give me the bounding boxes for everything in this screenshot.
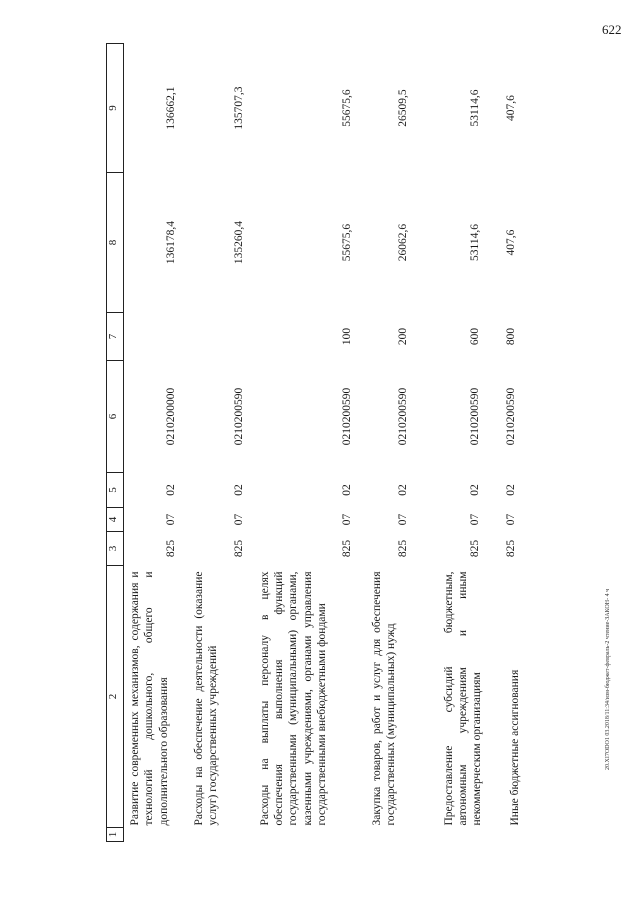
table-row <box>432 44 496 842</box>
row-description: Иные бюджетные ассигнования <box>508 669 521 826</box>
cell-amount-1: 26062,6 <box>396 223 409 262</box>
cell-amount-2: 135707,3 <box>232 86 245 130</box>
cell-amount-2: 136662,1 <box>165 86 177 130</box>
cell-target: 0210200590 <box>468 387 481 446</box>
header-cell-2: 2 <box>107 566 124 828</box>
cell-col1 <box>432 828 496 842</box>
row-description: Расходы на выплаты персоналу в целях обеспечения выполнения функций государственными (муниципальными) органами, казенными учреждениями, органами управления государственными внебюджетными фондами <box>258 571 328 826</box>
cell-target: 0210200000 <box>165 387 177 446</box>
cell-type: 200 <box>396 327 409 346</box>
table-row <box>124 44 182 842</box>
cell-type: 600 <box>468 327 481 346</box>
budget-table-rotated <box>106 44 528 842</box>
cell-subsection: 02 <box>165 484 177 496</box>
cell-col1 <box>360 828 432 842</box>
header-cell-1: 1 <box>107 828 124 842</box>
header-cell-3: 3 <box>107 532 124 566</box>
cell-target: 0210200590 <box>340 387 353 446</box>
table-row <box>360 44 432 842</box>
cell-ministry: 825 <box>232 539 245 558</box>
cell-subsection: 02 <box>468 484 481 496</box>
cell-subsection: 02 <box>340 484 353 496</box>
cell-subsection: 02 <box>396 484 409 496</box>
cell-type <box>124 313 182 361</box>
cell-ministry: 825 <box>340 539 353 558</box>
cell-section: 07 <box>396 513 409 526</box>
header-row <box>107 44 124 842</box>
cell-subsection: 02 <box>232 484 245 496</box>
cell-section: 07 <box>468 513 481 526</box>
cell-amount-1: 55675,6 <box>340 223 353 262</box>
cell-amount-2: 53114,6 <box>468 89 481 127</box>
cell-section: 07 <box>232 513 245 526</box>
cell-subsection: 02 <box>504 484 517 496</box>
cell-amount-1: 53114,6 <box>468 224 481 261</box>
side-note: 20.XI7ODO1 03.2018/11:34/изм-бюджет-февраль-2 чтение-ЗАКОН- 4 ч <box>605 588 611 770</box>
row-description: Развитие современных механизмов, содержания и технологий дошкольного, общего и дополнительного образования <box>129 571 170 826</box>
cell-target: 0210200590 <box>232 387 245 446</box>
cell-target: 0210200590 <box>396 387 409 446</box>
cell-amount-1: 135260,4 <box>232 220 245 265</box>
cell-section: 07 <box>165 513 177 526</box>
cell-ministry: 825 <box>396 539 409 558</box>
header-cell-7: 7 <box>107 313 124 361</box>
header-cell-6: 6 <box>107 361 124 473</box>
header-cell-9: 9 <box>107 44 124 173</box>
header-cell-5: 5 <box>107 473 124 508</box>
header-cell-8: 8 <box>107 173 124 313</box>
cell-section: 07 <box>504 513 517 526</box>
row-description: Предоставление субсидий бюджетным, автономным учреждениям и иным некоммерческим организациям <box>442 571 484 826</box>
cell-type <box>182 313 248 361</box>
cell-type: 800 <box>504 327 517 346</box>
cell-target: 0210200590 <box>504 387 517 446</box>
cell-col1 <box>496 828 530 842</box>
cell-amount-1: 136178,4 <box>165 220 177 265</box>
cell-section: 07 <box>340 513 353 526</box>
cell-col1 <box>248 828 360 842</box>
cell-amount-2: 55675,6 <box>340 89 353 127</box>
cell-amount-1: 407,6 <box>504 229 517 256</box>
row-description: Закупка товаров, работ и услуг для обеспечения государственных (муниципальных) нужд <box>370 571 397 826</box>
header-cell-4: 4 <box>107 508 124 532</box>
table-row <box>248 44 360 842</box>
cell-type: 100 <box>340 327 353 346</box>
cell-ministry: 825 <box>504 539 517 558</box>
cell-col1 <box>124 828 182 842</box>
table-row <box>182 44 248 842</box>
cell-ministry: 825 <box>468 539 481 558</box>
budget-table <box>106 43 530 842</box>
row-description: Расходы на обеспечение деятельности (оказание услуг) государственных учреждений <box>192 571 219 826</box>
cell-ministry: 825 <box>165 539 177 558</box>
table-row <box>496 44 530 842</box>
page-number: 622 <box>602 22 622 37</box>
cell-col1 <box>182 828 248 842</box>
cell-amount-2: 407,6 <box>504 95 517 121</box>
cell-amount-2: 26509,5 <box>396 89 409 127</box>
